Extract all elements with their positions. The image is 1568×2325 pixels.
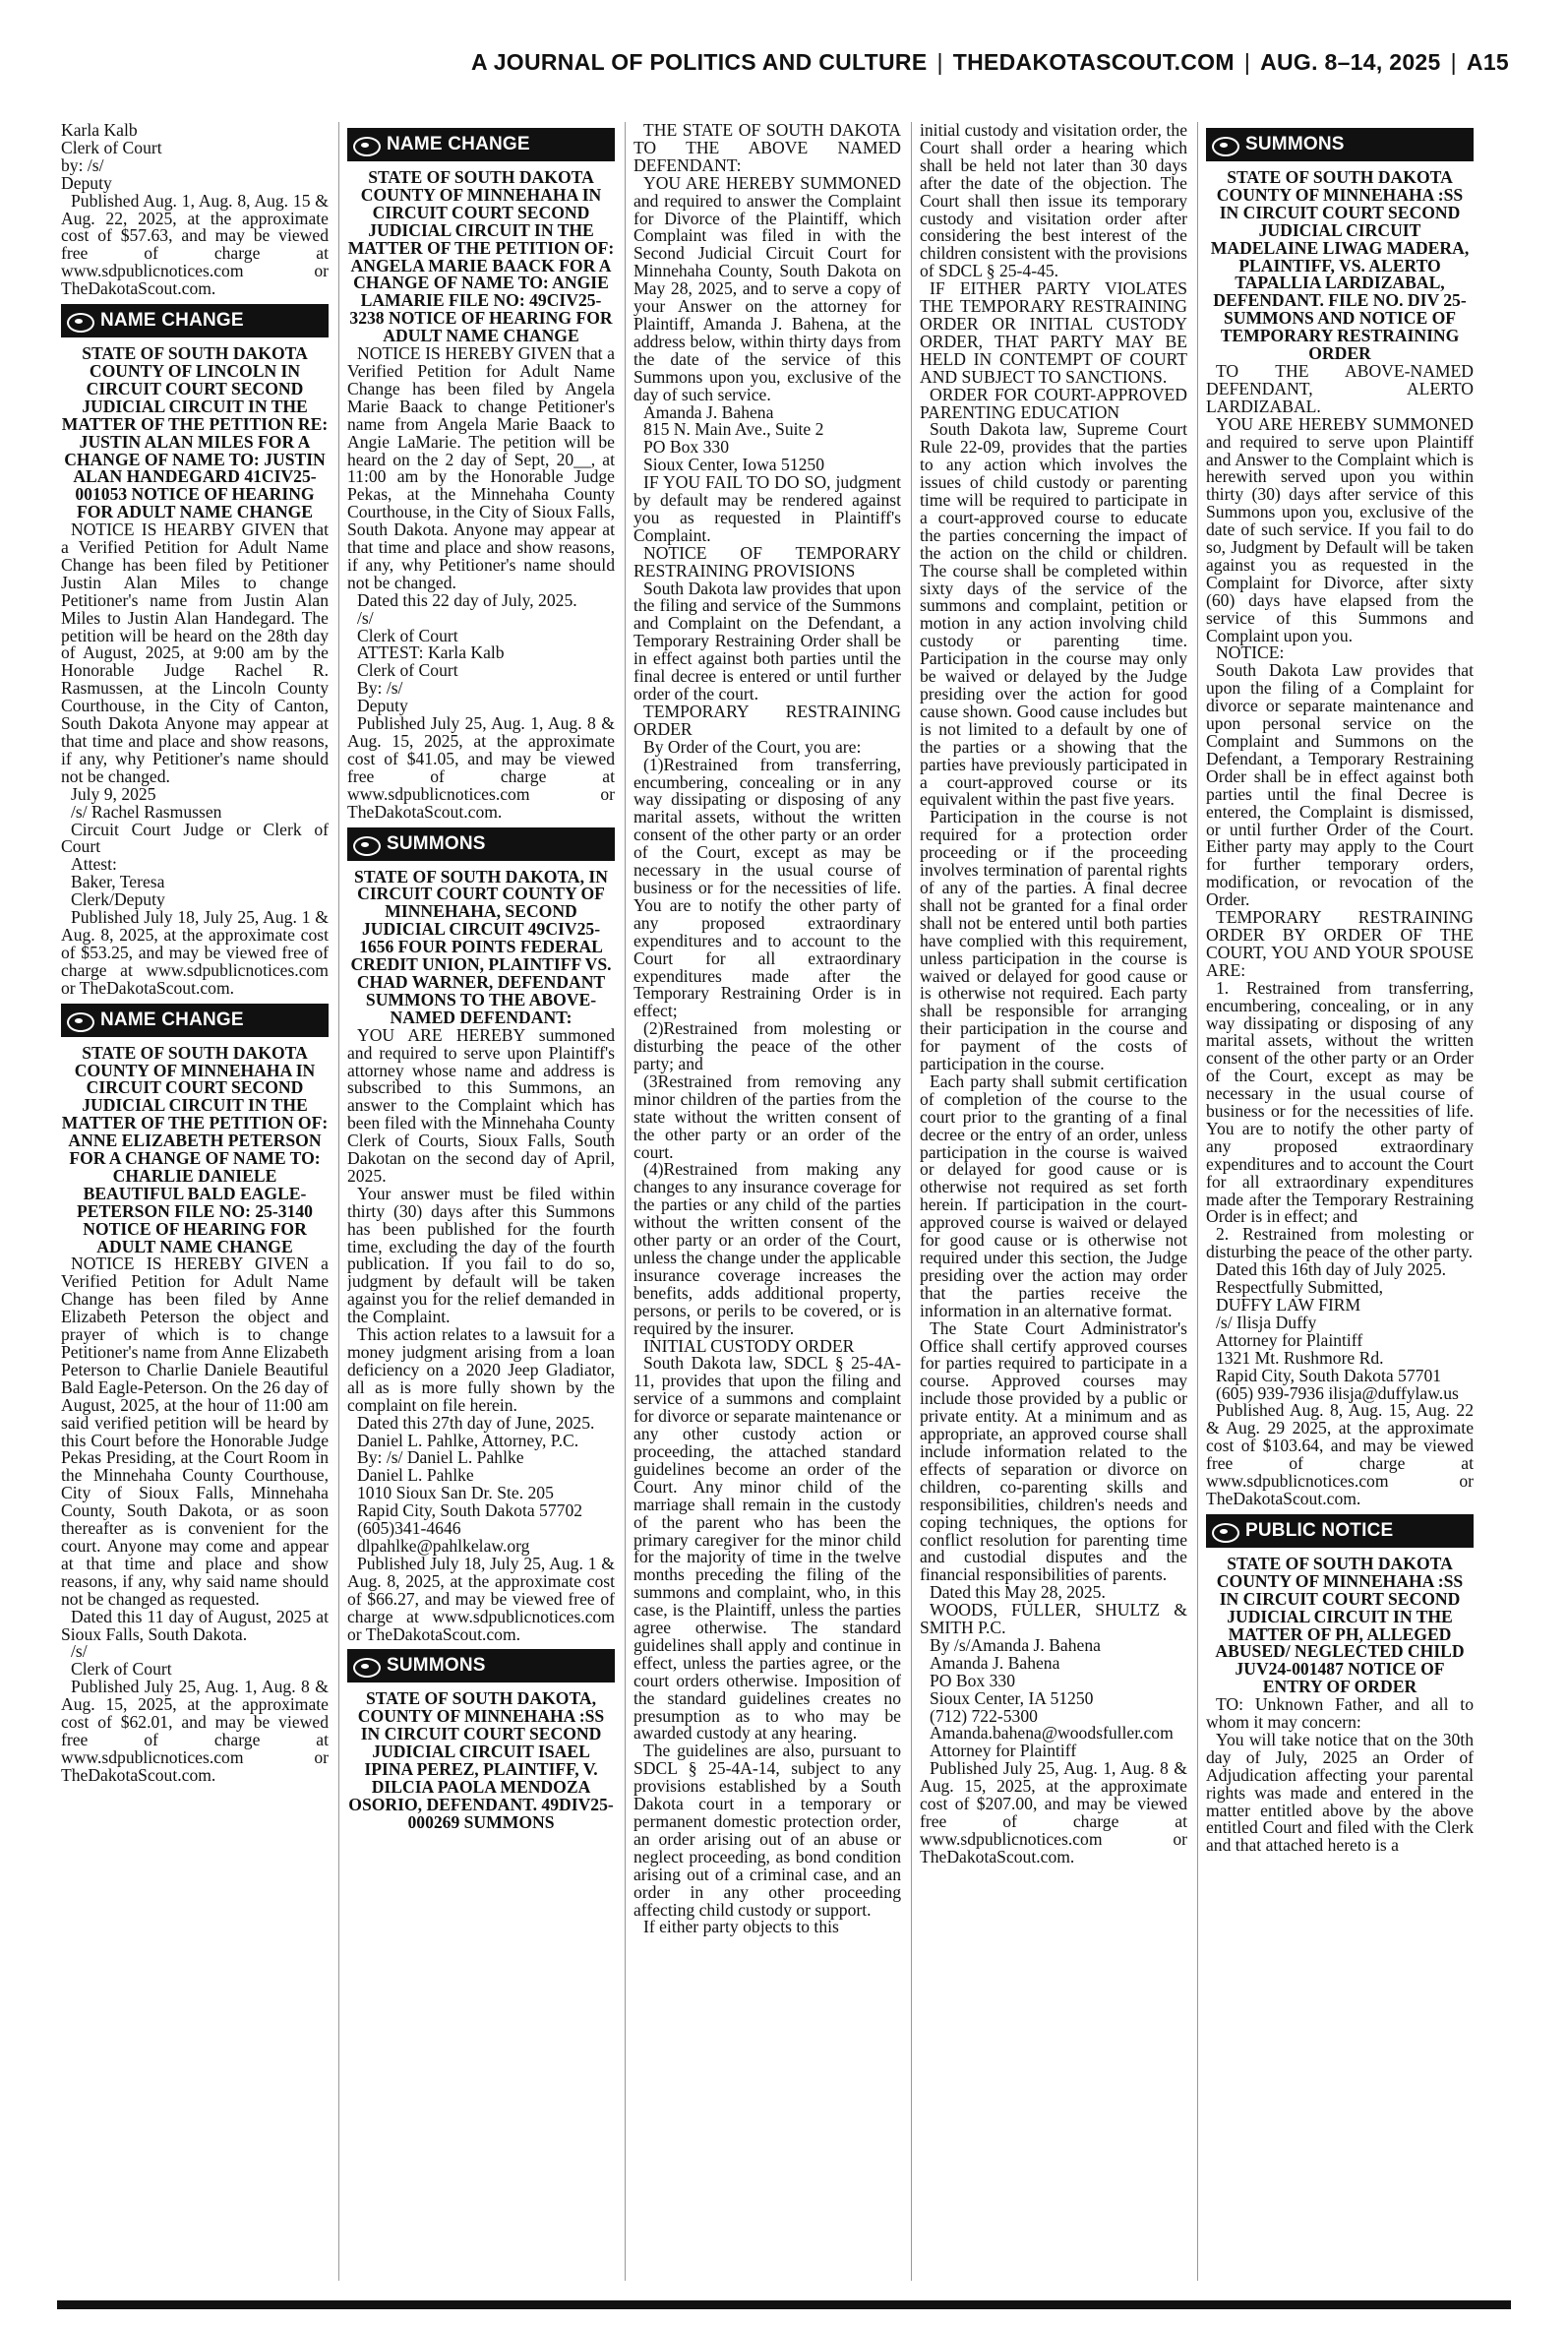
scout-logo-icon <box>63 305 94 337</box>
scout-logo-icon <box>349 1650 381 1682</box>
notice-paragraph: Published Aug. 8, Aug. 15, Aug. 22 & Aug. 29 2025, at the approximate cost of $103.64, and may be viewed free of charge at www.sdpublicnotices.com or TheDakotaScout.com. <box>1206 1400 1474 1508</box>
notice-paragraph: Participation in the course is not required for a protection order proceeding or if the proceeding involves termination of parental rights of any of the parties. A final decree shall not be granted for a final order shall not be entered until both parties have complied with this requirement, unless participation in the course is waived or delayed for good cause or is otherwise not required. Each party shall be responsible for arranging their participation in the course and for payment of the costs of participation in the course. <box>920 807 1187 1074</box>
notice-caption: STATE OF SOUTH DAKOTA COUNTY OF MINNEHAHA IN CIRCUIT COURT SECOND JUDICIAL CIRCUIT IN THE MATTER OF THE PETITION OF: ANNE ELIZABETH PETERSON FOR A CHANGE OF NAME TO: CHARLIE DANIELE BEAUTIFUL BALD EAGLE-PETERSON FILE NO: 25-3140 NOTICE OF HEARING FOR ADULT NAME CHANGE <box>61 1042 329 1256</box>
notice-paragraph: South Dakota law, Supreme Court Rule 22-09, provides that the parties to any action which involves the issues of child custody or parenting time will be required to participate in a court-approved course to educate the parties concerning the impact of the action on the child or children. The course shall be completed within sixty days of the service of the summons and complaint, petition or motion in any action involving child custody or parenting time. Participation in the course may only be waived or delayed by the Judge presiding over the action for good cause shown. Good cause includes but is not limited to a default by one of the parties or a showing that the parties have previously participated in a court-approved course or its equivalent within the past five years. <box>920 419 1187 810</box>
notice-paragraph: NOTICE OF TEMPORARY RESTRAINING PROVISIONS <box>633 542 901 581</box>
column-rule <box>911 122 912 2281</box>
notice-paragraph: Clerk/Deputy <box>71 889 165 910</box>
notice-paragraph: 2. Restrained from molesting or disturbing the peace of the other party. <box>1206 1224 1474 1262</box>
notice-paragraph: Baker, Teresa <box>71 872 165 892</box>
section-header <box>1206 1514 1474 1548</box>
page-header <box>59 49 1509 85</box>
notice-paragraph: IF YOU FAIL TO DO SO, judgment by default may be rendered against you as requested in Plaintiff's Complaint. <box>633 472 901 545</box>
notice-paragraph: Daniel L. Pahlke <box>357 1465 474 1486</box>
notice-paragraph: Amanda.bahena@woodsfuller.com <box>930 1723 1174 1744</box>
notice-paragraph: Clerk of Court <box>61 137 162 157</box>
notice-paragraph: YOU ARE HEREBY SUMMONED and required to answer the Complaint for Divorce of the Plaintiff, which Complaint was filed in with the Second Judicial Circuit Court for Minnehaha County, South Dakota on May 28, 2025, and to serve a copy of your Answer on the attorney for Plaintiff, Amanda J. Bahena, at the address below, within thirty days from the date of the service of this Summons upon you, exclusive of the day of such service. <box>633 172 901 404</box>
notice-paragraph: Daniel L. Pahlke, Attorney, P.C. <box>357 1430 579 1450</box>
notice-paragraph: Published July 25, Aug. 1, Aug. 8 & Aug. 15, 2025, at the approximate cost of $207.00, and may be viewed free of charge at www.sdpublicnotices.com or TheDakotaScout.com. <box>920 1758 1187 1866</box>
notice-paragraph: Your answer must be filed within thirty (30) days after this Summons has been published for the fourth time, excluding the day of the fourth publication. If you fail to do so, judgment by default will be taken against you for the relief demanded in the Complaint. <box>347 1183 615 1327</box>
notice-paragraph: Published July 25, Aug. 1, Aug. 8 & Aug. 15, 2025, at the approximate cost of $41.05, and may be viewed free of charge at www.sdpublicnotices.com or TheDakotaScout.com. <box>347 713 615 822</box>
notice-paragraph: PO Box 330 <box>643 437 730 458</box>
notice-paragraph: Dated this 16th day of July 2025. <box>1216 1259 1447 1280</box>
column-4 <box>920 122 1187 2281</box>
notice-paragraph: Karla Kalb <box>61 122 138 140</box>
notice-paragraph: Each party shall submit certification of completion of the course to the court prior to the granting of a final decree or the entry of an order, unless participation in the course is waived or delayed for good cause or is otherwise not required as set forth herein. If participation in the court-approved course is waived or delayed for good cause or is otherwise not required under this section, the Judge presiding over the action may order that the parties receive the information in an alternative format. <box>920 1071 1187 1320</box>
notice-paragraph: (1)Restrained from transferring, encumbering, concealing or in any way dissipating or disposing of any marital assets, without the written consent of the other party or an order of the Court, except as may be necessary in the usual course of business or for the necessities of life. You are to notify the other party of any proposed extraordinary expenditures and to account to the Court for all extraordinary expenditures made after the Temporary Restraining Order is in effect; <box>633 754 901 1021</box>
notice-paragraph: 1321 Mt. Rushmore Rd. <box>1216 1347 1384 1368</box>
notice-paragraph: Published July 25, Aug. 1, Aug. 8 & Aug. 15, 2025, at the approximate cost of $62.01, and may be viewed free of charge at www.sdpublicnotices.com or TheDakotaScout.com. <box>61 1677 329 1785</box>
notice-paragraph: Clerk of Court <box>357 625 458 645</box>
page-number: A15 <box>1466 49 1509 75</box>
column-rule <box>338 122 339 2281</box>
notice-paragraph: NOTICE IS HEREBY GIVEN that a Verified Petition for Adult Name Change has been filed by Angela Marie Baack to change Petitioner's name from Angela Marie Baack to Angie LaMarie. The petition will be heard on the 2 day of Sept, 20__, at 11:00 am by the Honorable Judge Pekas, at the Minnehaha County Courthouse, in the City of Sioux Falls, South Dakota. Anyone may appear at that time and place and show reasons, if any, why Petitioner's name should not be changed. <box>347 343 615 592</box>
notice-paragraph: PO Box 330 <box>930 1670 1016 1690</box>
notice-caption: STATE OF SOUTH DAKOTA COUNTY OF LINCOLN IN CIRCUIT COURT SECOND JUDICIAL CIRCUIT IN THE MATTER OF THE PETITION RE: JUSTIN ALAN MILES FOR A CHANGE OF NAME TO: JUSTIN ALAN HANDEGARD 41CIV25-001053 NOTICE OF HEARING FOR ADULT NAME CHANGE <box>61 343 329 522</box>
notice-paragraph: Published Aug. 1, Aug. 8, Aug. 15 & Aug. 22, 2025, at the approximate cost of $57.63, and may be viewed free of charge at www.sdpublicnotices.com or TheDakotaScout.com. <box>61 190 329 299</box>
notice-paragraph: (605) 939-7936 ilisja@duffylaw.us <box>1216 1382 1459 1403</box>
notice-caption: STATE OF SOUTH DAKOTA COUNTY OF MINNEHAHA :SS IN CIRCUIT COURT SECOND JUDICIAL CIRCUIT MADELAINE LIWAG MADERA, PLAINTIFF, VS. ALERTO TAPALLIA LARDIZABAL, DEFENDANT. FILE NO. DIV 25- SUMMONS AND NOTICE OF TEMPORARY RESTRAINING ORDER <box>1210 167 1470 364</box>
notice-paragraph: Circuit Court Judge or Clerk of Court <box>61 819 329 857</box>
section-label: SUMMONS <box>1245 134 1345 155</box>
notices-columns <box>61 122 1509 2281</box>
notice-paragraph: July 9, 2025 <box>71 783 156 804</box>
notice-paragraph: WOODS, FULLER, SHULTZ & SMITH P.C. <box>920 1600 1187 1638</box>
header-separator: | <box>936 49 943 75</box>
notice-paragraph: Attest: <box>71 854 117 875</box>
notice-paragraph: South Dakota law provides that upon the filing and service of the Summons and Complaint on the Defendant, a Temporary Restraining Order shall be in effect against both parties until the final decree is entered or until further order of the court. <box>633 578 901 704</box>
scout-logo-icon <box>349 828 381 860</box>
notice-paragraph: /s/ <box>71 1641 88 1662</box>
notice-paragraph: Dated this 22 day of July, 2025. <box>357 589 577 610</box>
column-1 <box>61 122 329 2281</box>
notice-paragraph: By: /s/ <box>357 678 403 699</box>
notice-paragraph: THE STATE OF SOUTH DAKOTA TO THE ABOVE NAMED DEFENDANT: <box>633 122 901 175</box>
notice-paragraph: 1010 Sioux San Dr. Ste. 205 <box>357 1483 554 1503</box>
notice-paragraph: 815 N. Main Ave., Suite 2 <box>643 419 824 440</box>
notice-paragraph: By: /s/ Daniel L. Pahlke <box>357 1447 524 1468</box>
column-rule <box>1197 122 1198 2281</box>
notice-paragraph: South Dakota law, SDCL § 25-4A-11, provides that upon the filing and service of a summons and complaint for divorce or separate maintenance or any other custody action or proceeding, the attached standard guidelines become an order of the Court. Any minor child of the marriage shall remain in the custody of the parent who has been the primary caregiver for the minor child for the majority of time in the twelve months preceding the filing of the summons and complaint, who, in this case, is the Plaintiff, unless the parties agree otherwise. The standard guidelines shall apply and continue in effect, unless the parties agree, or the court orders otherwise. Imposition of the standard guidelines creates no presumption as to who may be awarded custody at any hearing. <box>633 1353 901 1744</box>
scout-logo-icon <box>1208 1515 1239 1547</box>
notice-paragraph: Dated this May 28, 2025. <box>930 1582 1106 1603</box>
notice-paragraph: Published July 18, July 25, Aug. 1 & Aug. 8, 2025, at the approximate cost of $66.27, and may be viewed free of charge at www.sdpublicnotices.com or TheDakotaScout.com. <box>347 1553 615 1644</box>
notice-paragraph: ATTEST: Karla Kalb <box>357 642 505 663</box>
notice-paragraph: NOTICE: <box>1216 642 1285 663</box>
notice-paragraph: 1. Restrained from transferring, encumbering, concealing, or in any way dissipating or disposing of any marital assets, without the written consent of the other party or an Order of the Court, except as may be necessary in the usual course of business or for the necessities of life. You are to notify the other party of any proposed extraordinary expenditures and to account the Court for all extraordinary expenditures made after the Temporary Restraining Order is in effect; and <box>1206 977 1474 1227</box>
notice-paragraph: YOU ARE HEREBY SUMMONED and required to serve upon Plaintiff and Answer to the Complaint which is herewith served upon you within thirty (30) days after service of this Summons upon you, exclusive of the date of such service. If you fail to do so, Judgment by Default will be taken against you as requested in the Complaint for Divorce, after sixty (60) days have elapsed from the service of this Summons and Complaint upon you. <box>1206 413 1474 645</box>
notice-paragraph: If either party objects to this <box>643 1917 839 1937</box>
column-3 <box>633 122 901 2281</box>
notice-paragraph: The State Court Administrator's Office shall certify approved courses for parties required to participate in a course. Approved courses may include those provided by a public or private entity. At a minimum and as appropriate, an approved course shall include information related to the effects of separation or divorce on children, co-parenting skills and responsibilities, children's needs and coping techniques, the options for conflict resolution for parenting time and custodial disputes and the financial responsibilities of parents. <box>920 1317 1187 1585</box>
notice-paragraph: (605)341-4646 <box>357 1518 461 1539</box>
notice-paragraph: (3Restrained from removing any minor children of the parties from the state without the written consent of the other party or an order of the court. <box>633 1071 901 1162</box>
section-header <box>61 1004 329 1037</box>
notice-paragraph: South Dakota Law provides that upon the filing of a Complaint for divorce or separate maintenance and upon personal service on the Complaint and Summons on the Defendant, a Temporary Restraining Order shall be in effect against both parties until the final Decree is entered, the Complaint is dismissed, or until further Order of the Court. Either party may apply to the Court for further temporary orders, modification, or revocation of the Order. <box>1206 660 1474 910</box>
notice-paragraph: Amanda J. Bahena <box>643 401 774 422</box>
notice-paragraph: (2)Restrained from molesting or disturbing the peace of the other party; and <box>633 1018 901 1074</box>
header-separator: | <box>1450 49 1457 75</box>
notice-paragraph: This action relates to a lawsuit for a money judgment arising from a loan deficiency on a 2020 Jeep Gladiator, all as is more fully shown by the complaint on file herein. <box>347 1324 615 1415</box>
notice-caption: STATE OF SOUTH DAKOTA COUNTY OF MINNEHAHA :SS IN CIRCUIT COURT SECOND JUDICIAL CIRCUIT IN THE MATTER OF PH, ALLEGED ABUSED/ NEGLECTED CHILD JUV24-001487 NOTICE OF ENTRY OF ORDER <box>1215 1553 1465 1697</box>
notice-paragraph: The guidelines are also, pursuant to SDCL § 25-4A-14, subject to any provisions established by a South Dakota court in a temporary or permanent domestic protection order, an order arising out of an abuse or neglect proceeding, as bond condition arising out of a criminal case, and an order in any other proceeding affecting child custody or support. <box>633 1741 901 1920</box>
column-2 <box>347 122 615 2281</box>
notice-paragraph: Rapid City, South Dakota 57701 <box>1216 1365 1442 1385</box>
notice-paragraph: Attorney for Plaintiff <box>1216 1329 1363 1350</box>
notice-paragraph: ORDER FOR COURT-APPROVED PARENTING EDUCATION <box>920 384 1187 422</box>
notice-paragraph: DUFFY LAW FIRM <box>1216 1295 1361 1315</box>
notice-paragraph: NOTICE IS HEARBY GIVEN that a Verified Petition for Adult Name Change has been filed by Petitioner Justin Alan Miles to change Petitioner's name from Justin Alan Miles to Justin Alan Handegard. The petition will be heard on the 28th day of August, 2025, at 9:00 am by the Honorable Judge Rachel R. Rasmussen, at the Lincoln County Courthouse, in the City of Canton, South Dakota Anyone may appear at that time and place and show reasons, if any, why Petitioner's name should not be changed. <box>61 520 329 786</box>
notice-paragraph: Dated this 11 day of August, 2025 at Sioux Falls, South Dakota. <box>61 1606 329 1644</box>
notice-caption: STATE OF SOUTH DAKOTA, COUNTY OF MINNEHAHA :SS IN CIRCUIT COURT SECOND JUDICIAL CIRCUIT ISAEL IPINA PEREZ, PLAINTIFF, V. DILCIA PAOLA MENDOZA OSORIO, DEFENDANT. 49DIV25-000269 SUMMONS <box>348 1688 614 1832</box>
notice-paragraph: /s/ Ilisja Duffy <box>1216 1312 1317 1332</box>
section-label: NAME CHANGE <box>387 134 530 155</box>
section-header <box>1206 128 1474 161</box>
notice-paragraph: Deputy <box>357 696 408 716</box>
notice-paragraph: /s/ <box>357 607 374 628</box>
notice-paragraph: Deputy <box>61 172 112 193</box>
notice-paragraph: Sioux Center, Iowa 51250 <box>643 455 825 475</box>
notice-paragraph: Attorney for Plaintiff <box>930 1741 1077 1761</box>
section-header <box>347 1649 615 1683</box>
notice-paragraph: Dated this 27th day of June, 2025. <box>357 1412 595 1433</box>
header-separator: | <box>1243 49 1251 75</box>
column-rule <box>625 122 626 2281</box>
notice-paragraph: Published July 18, July 25, Aug. 1 & Aug. 8, 2025, at the approximate cost of $53.25, and may be viewed free of charge at www.sdpublicnotices.com or TheDakotaScout.com. <box>61 907 329 998</box>
notice-paragraph: Clerk of Court <box>71 1659 172 1680</box>
issue-date: AUG. 8–14, 2025 <box>1260 49 1441 75</box>
section-header <box>347 827 615 861</box>
notice-paragraph: By Order of the Court, you are: <box>643 736 862 757</box>
notice-paragraph: Clerk of Court <box>357 660 458 681</box>
notice-paragraph: initial custody and visitation order, the Court shall order a hearing which shall be held not later than 30 days after the date of the objection. The Court shall then issue its temporary custody and visitation order after considering the best interest of the children consistent with the provisions of SDCL § 25-4-45. <box>920 122 1187 281</box>
column-5 <box>1206 122 1474 2281</box>
section-label: SUMMONS <box>387 832 486 854</box>
notice-paragraph: TEMPORARY RESTRAINING ORDER BY ORDER OF THE COURT, YOU AND YOUR SPOUSE ARE: <box>1206 907 1474 980</box>
notice-paragraph: TEMPORARY RESTRAINING ORDER <box>633 701 901 739</box>
scout-logo-icon <box>1208 129 1239 160</box>
scout-logo-icon <box>63 1005 94 1036</box>
notice-paragraph: You will take notice that on the 30th day of July, 2025 an Order of Adjudication affecting your parental rights was made and entered in the matter entitled above by the above entitled Court and filed with the Clerk and that attached hereto is a <box>1206 1729 1474 1856</box>
notice-paragraph: YOU ARE HEREBY summoned and required to serve upon Plaintiff's attorney whose name and address is subscribed to this Summons, an answer to the Complaint which has been filed with the Minnehaha County Clerk of Courts, Sioux Falls, South Dakotan on the second day of April, 2025. <box>347 1024 615 1186</box>
notice-paragraph: Rapid City, South Dakota 57702 <box>357 1500 583 1521</box>
bottom-rule <box>57 2300 1511 2309</box>
notice-paragraph: by: /s/ <box>61 154 104 175</box>
notice-paragraph: (712) 722-5300 <box>930 1705 1038 1726</box>
site-name: THEDAKOTASCOUT.COM <box>952 49 1235 75</box>
notice-caption: STATE OF SOUTH DAKOTA, IN CIRCUIT COURT COUNTY OF MINNEHAHA, SECOND JUDICIAL CIRCUIT 49CIV25-1656 FOUR POINTS FEDERAL CREDIT UNION, PLAINTIFF VS. CHAD WARNER, DEFENDANT SUMMONS TO THE ABOVE-NAMED DEFENDANT: <box>350 866 612 1027</box>
notice-paragraph: INITIAL CUSTODY ORDER <box>643 1335 855 1356</box>
notice-paragraph: Respectfully Submitted, <box>1216 1277 1384 1298</box>
notice-paragraph: Amanda J. Bahena <box>930 1652 1060 1673</box>
notice-caption: STATE OF SOUTH DAKOTA COUNTY OF MINNEHAHA IN CIRCUIT COURT SECOND JUDICIAL CIRCUIT IN THE MATTER OF THE PETITION OF: ANGELA MARIE BAACK FOR A CHANGE OF NAME TO: ANGIE LAMARIE FILE NO: 49CIV25-3238 NOTICE OF HEARING FOR ADULT NAME CHANGE <box>347 167 615 346</box>
section-label: PUBLIC NOTICE <box>1245 1519 1394 1541</box>
notice-paragraph: IF EITHER PARTY VIOLATES THE TEMPORARY RESTRAINING ORDER OR INITIAL CUSTODY ORDER, THAT PARTY MAY BE HELD IN CONTEMPT OF COURT AND SUBJECT TO SANCTIONS. <box>920 278 1187 387</box>
section-label: SUMMONS <box>387 1655 486 1677</box>
notice-paragraph: Sioux Center, IA 51250 <box>930 1687 1094 1708</box>
section-label: NAME CHANGE <box>100 310 244 332</box>
journal-tagline: A JOURNAL OF POLITICS AND CULTURE <box>470 49 928 75</box>
section-label: NAME CHANGE <box>100 1009 244 1030</box>
notice-paragraph: dlpahlke@pahlkelaw.org <box>357 1535 530 1556</box>
scout-logo-icon <box>349 129 381 160</box>
notice-paragraph: TO THE ABOVE-NAMED DEFENDANT, ALERTO LARDIZABAL. <box>1206 360 1474 416</box>
notice-paragraph: TO: Unknown Father, and all to whom it may concern: <box>1206 1694 1474 1733</box>
notice-paragraph: NOTICE IS HEREBY GIVEN a Verified Petition for Adult Name Change has been filed by Anne Elizabeth Peterson the object and prayer of which is to change Petitioner's name from Anne Elizabeth Peterson to Charlie Daniele Beautiful Bald Eagle-Peterson. On the 26 day of August, 2025, at the hour of 11:00 am said verified petition will be heard by this Court before the Honorable Judge Pekas Presiding, at the Court Room in the Minnehaha County Courthouse, City of Sioux Falls, Minnehaha County, South Dakota, or as soon thereafter as is convenient for the court. Anyone may come and appear at that time and place and show reasons, if any, why said name should not be changed as requested. <box>61 1254 329 1609</box>
notice-paragraph: By /s/Amanda J. Bahena <box>930 1634 1101 1655</box>
section-header <box>61 304 329 337</box>
section-header <box>347 128 615 161</box>
notice-paragraph: (4)Restrained from making any changes to any insurance coverage for the parties or any child of the parties without the written consent of the other party or an order of the Court, unless the change under the applicable insurance coverage increases the benefits, adds additional property, persons, or perils to be covered, or is required by the insurer. <box>633 1159 901 1338</box>
notice-paragraph: /s/ Rachel Rasmussen <box>71 801 222 822</box>
